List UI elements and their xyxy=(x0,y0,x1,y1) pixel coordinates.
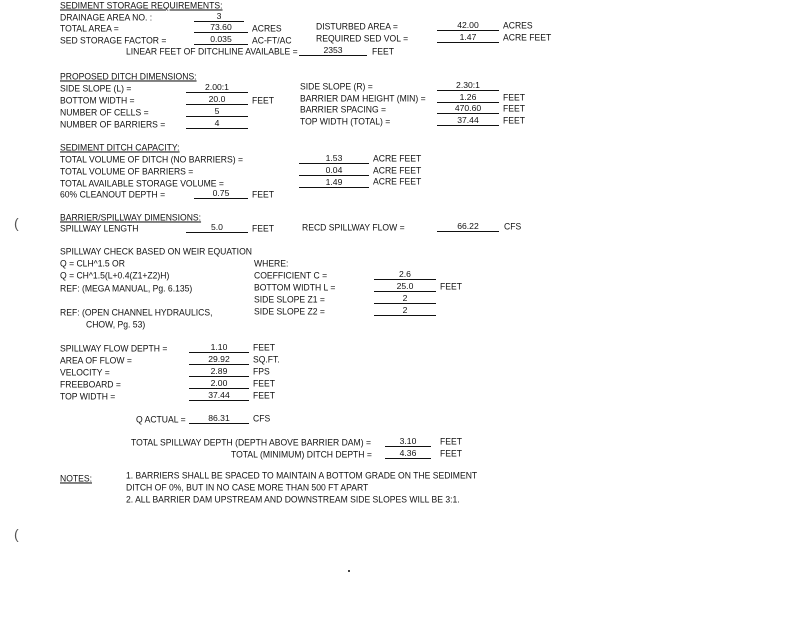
total-area-value: 73.60 xyxy=(194,22,248,33)
note-2: 2. ALL BARRIER DAM UPSTREAM AND DOWNSTREAM SIDE SLOPES WILL BE 3:1. xyxy=(126,494,460,505)
barrier-spacing-label: BARRIER SPACING = xyxy=(300,104,387,115)
binder-hole-mark: ( xyxy=(14,215,19,231)
weir-equation-1: Q = CLH^1.5 OR xyxy=(60,258,125,269)
scan-speck xyxy=(348,570,350,572)
bottom-width-l-value: 25.0 xyxy=(374,281,436,292)
disturbed-area-unit: ACRES xyxy=(503,20,533,31)
barrier-height-value: 1.26 xyxy=(437,92,499,103)
recd-spillway-flow-value: 66.22 xyxy=(437,221,499,232)
top-width-total-unit: FEET xyxy=(503,115,525,126)
disturbed-area-label: DISTURBED AREA = xyxy=(316,21,398,32)
required-sed-vol-value: 1.47 xyxy=(437,32,499,43)
freeboard-value: 2.00 xyxy=(189,378,249,389)
vol-ditch-value: 1.53 xyxy=(299,153,369,164)
top-width-total-label: TOP WIDTH (TOTAL) = xyxy=(300,116,391,127)
vol-barriers-unit: ACRE FEET xyxy=(373,165,422,176)
total-area-label: TOTAL AREA = xyxy=(60,23,119,34)
number-of-barriers-label: NUMBER OF BARRIERS = xyxy=(60,119,166,130)
velocity-unit: FPS xyxy=(253,366,270,377)
binder-hole-mark: ( xyxy=(14,526,19,542)
area-of-flow-label: AREA OF FLOW = xyxy=(60,355,132,366)
top-width-label: TOP WIDTH = xyxy=(60,391,116,402)
recd-spillway-flow-label: RECD SPILLWAY FLOW = xyxy=(302,222,405,233)
linear-feet-value: 2353 xyxy=(299,45,367,56)
area-of-flow-unit: SQ.FT. xyxy=(253,354,280,365)
storage-factor-value: 0.035 xyxy=(194,34,248,45)
barrier-height-label: BARRIER DAM HEIGHT (MIN) = xyxy=(300,93,426,104)
total-ditch-depth-value: 4.36 xyxy=(385,448,431,459)
required-sed-vol-unit: ACRE FEET xyxy=(503,32,552,43)
total-spillway-depth-value: 3.10 xyxy=(385,436,431,447)
spillway-length-unit: FEET xyxy=(252,223,274,234)
number-of-cells-label: NUMBER OF CELLS = xyxy=(60,107,149,118)
cleanout-depth-unit: FEET xyxy=(252,189,274,200)
linear-feet-label: LINEAR FEET OF DITCHLINE AVAILABLE = xyxy=(126,46,298,57)
sediment-storage-heading: SEDIMENT STORAGE REQUIREMENTS: xyxy=(60,0,223,11)
ditch-capacity-heading: SEDIMENT DITCH CAPACITY: xyxy=(60,142,180,153)
linear-feet-unit: FEET xyxy=(372,46,394,57)
number-of-barriers-value: 4 xyxy=(186,118,248,129)
vol-barriers-value: 0.04 xyxy=(299,165,369,176)
drainage-area-value: 3 xyxy=(194,11,244,22)
notes-label: NOTES: xyxy=(60,473,92,484)
weir-equation-2: Q = CH^1.5(L+0.4(Z1+Z2)H) xyxy=(60,270,170,281)
side-slope-r-label: SIDE SLOPE (R) = xyxy=(300,81,373,92)
vol-storage-unit: ACRE FEET xyxy=(373,176,422,187)
barrier-spacing-unit: FEET xyxy=(503,103,525,114)
total-ditch-depth-unit: FEET xyxy=(440,448,462,459)
freeboard-label: FREEBOARD = xyxy=(60,379,121,390)
freeboard-unit: FEET xyxy=(253,378,275,389)
total-ditch-depth-label: TOTAL (MINIMUM) DITCH DEPTH = xyxy=(231,449,372,460)
q-actual-label: Q ACTUAL = xyxy=(136,414,186,425)
flow-depth-unit: FEET xyxy=(253,342,275,353)
spillway-length-value: 5.0 xyxy=(186,222,248,233)
total-spillway-depth-label: TOTAL SPILLWAY DEPTH (DEPTH ABOVE BARRIER DAM) = xyxy=(131,437,371,448)
bottom-width-label: BOTTOM WIDTH = xyxy=(60,95,135,106)
bottom-width-unit: FEET xyxy=(252,95,274,106)
flow-depth-value: 1.10 xyxy=(189,342,249,353)
top-width-total-value: 37.44 xyxy=(437,115,499,126)
storage-factor-label: SED STORAGE FACTOR = xyxy=(60,35,167,46)
top-width-unit: FEET xyxy=(253,390,275,401)
total-area-unit: ACRES xyxy=(252,23,282,34)
top-width-value: 37.44 xyxy=(189,390,249,401)
barrier-height-unit: FEET xyxy=(503,92,525,103)
vol-barriers-label: TOTAL VOLUME OF BARRIERS = xyxy=(60,166,194,177)
vol-storage-label: TOTAL AVAILABLE STORAGE VOLUME = xyxy=(60,178,224,189)
where-label: WHERE: xyxy=(254,258,289,269)
vol-storage-value: 1.49 xyxy=(299,177,369,188)
number-of-cells-value: 5 xyxy=(186,106,248,117)
coefficient-value: 2.6 xyxy=(374,269,436,280)
coefficient-label: COEFFICIENT C = xyxy=(254,270,328,281)
q-actual-value: 86.31 xyxy=(189,413,249,424)
barrier-spillway-heading: BARRIER/SPILLWAY DIMENSIONS: xyxy=(60,212,202,223)
side-slope-r-value: 2.30:1 xyxy=(437,80,499,91)
recd-spillway-flow-unit: CFS xyxy=(504,221,522,232)
weir-check-heading: SPILLWAY CHECK BASED ON WEIR EQUATION xyxy=(60,246,252,257)
bottom-width-value: 20.0 xyxy=(186,94,248,105)
ditch-dimensions-heading: PROPOSED DITCH DIMENSIONS: xyxy=(60,71,197,82)
storage-factor-unit: AC-FT/AC xyxy=(252,35,292,46)
velocity-label: VELOCITY = xyxy=(60,367,110,378)
bottom-width-l-label: BOTTOM WIDTH L = xyxy=(254,282,336,293)
ref-open-channel: REF: (OPEN CHANNEL HYDRAULICS, xyxy=(60,307,213,318)
ref-mega-manual: REF: (MEGA MANUAL, Pg. 6.135) xyxy=(60,283,193,294)
disturbed-area-value: 42.00 xyxy=(437,20,499,31)
drainage-area-label: DRAINAGE AREA NO. : xyxy=(60,12,153,23)
barrier-spacing-value: 470.60 xyxy=(437,103,499,114)
cleanout-depth-value: 0.75 xyxy=(194,188,248,199)
side-slope-z1-label: SIDE SLOPE Z1 = xyxy=(254,294,325,305)
ref-chow: CHOW, Pg. 53) xyxy=(86,319,146,330)
bottom-width-l-unit: FEET xyxy=(440,281,462,292)
spillway-length-label: SPILLWAY LENGTH xyxy=(60,223,139,234)
cleanout-depth-label: 60% CLEANOUT DEPTH = xyxy=(60,189,166,200)
vol-ditch-label: TOTAL VOLUME OF DITCH (NO BARRIERS) = xyxy=(60,154,243,165)
note-1-line-2: DITCH OF 0%, BUT IN NO CASE MORE THAN 500 FT APART xyxy=(126,482,369,493)
side-slope-l-label: SIDE SLOPE (L) = xyxy=(60,83,132,94)
vol-ditch-unit: ACRE FEET xyxy=(373,153,422,164)
total-spillway-depth-unit: FEET xyxy=(440,436,462,447)
q-actual-unit: CFS xyxy=(253,413,271,424)
velocity-value: 2.89 xyxy=(189,366,249,377)
flow-depth-label: SPILLWAY FLOW DEPTH = xyxy=(60,343,168,354)
side-slope-z2-label: SIDE SLOPE Z2 = xyxy=(254,306,325,317)
required-sed-vol-label: REQUIRED SED VOL = xyxy=(316,33,409,44)
side-slope-z2-value: 2 xyxy=(374,305,436,316)
side-slope-z1-value: 2 xyxy=(374,293,436,304)
area-of-flow-value: 29.92 xyxy=(189,354,249,365)
note-1-line-1: 1. BARRIERS SHALL BE SPACED TO MAINTAIN A BOTTOM GRADE ON THE SEDIMENT xyxy=(126,470,478,481)
side-slope-l-value: 2.00:1 xyxy=(186,82,248,93)
